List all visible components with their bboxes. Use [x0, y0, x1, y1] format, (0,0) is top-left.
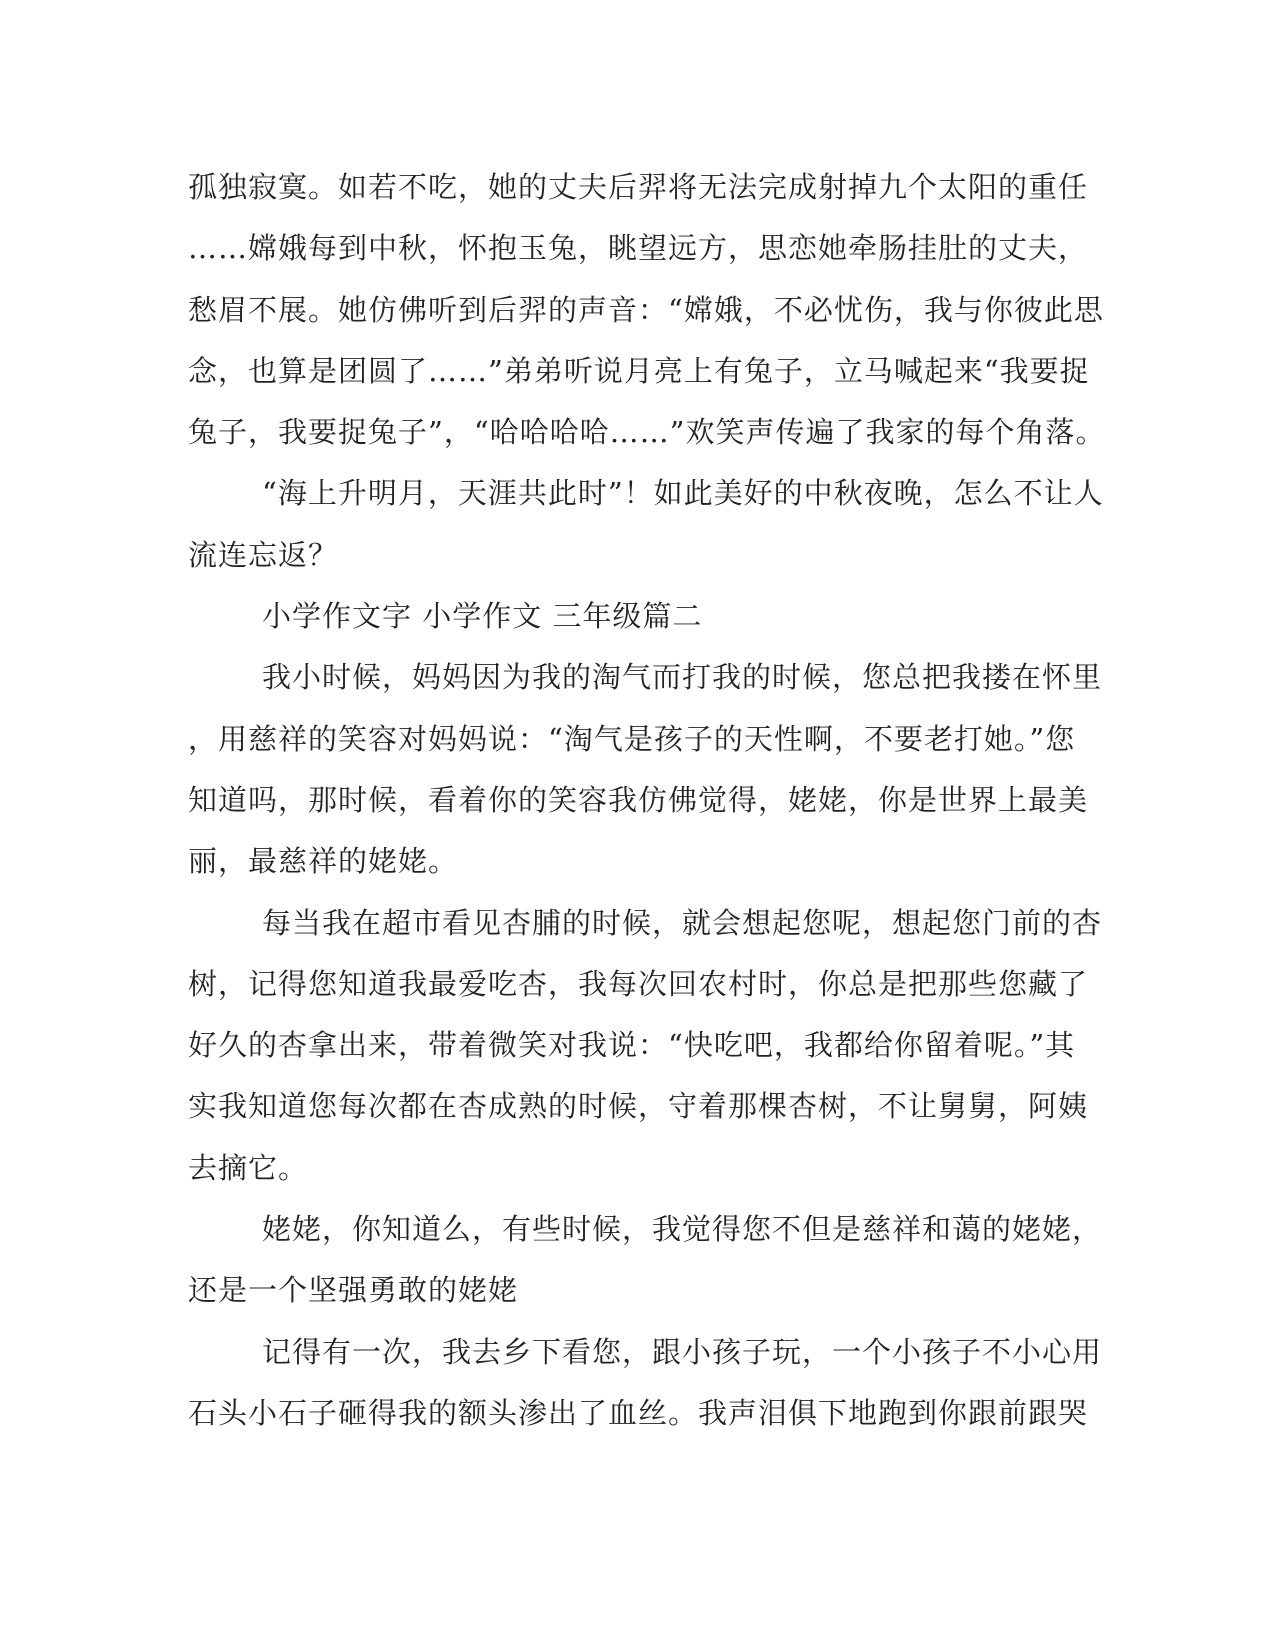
text-line: 我小时候，妈妈因为我的淘气而打我的时候，您总把我搂在怀里	[262, 660, 1103, 695]
text-line: ，用慈祥的笑容对妈妈说：“淘气是孩子的天性啊，不要老打她。”您	[188, 721, 1076, 756]
text-line: 知道吗，那时候，看着你的笑容我仿佛觉得，姥姥，你是世界上最美	[188, 782, 1089, 817]
text-line: 念，也算是团圆了……”弟弟听说月亮上有兔子，立马喊起来“我要捉	[188, 353, 1090, 388]
text-line: ……嫦娥每到中秋，怀抱玉兔，眺望远方，思恋她牵肠挂肚的丈夫，	[188, 231, 1089, 266]
text-line: 去摘它。	[188, 1150, 309, 1185]
text-line: “海上升明月，天涯共此时”！如此美好的中秋夜晚，怎么不让人	[262, 476, 1104, 511]
section-heading: 小学作文字 小学作文 三年级篇二	[262, 599, 703, 634]
text-line: 还是一个坚强勇敢的姥姥	[188, 1273, 519, 1308]
text-line: 每当我在超市看见杏脯的时候，就会想起您呢，想起您门前的杏	[262, 905, 1103, 940]
text-line: 兔子，我要捉兔子”，“哈哈哈哈……”欢笑声传遍了我家的每个角落。	[188, 415, 1106, 450]
text-line: 记得有一次，我去乡下看您，跟小孩子玩，一个小孩子不小心用	[262, 1334, 1103, 1369]
text-line: 石头小石子砸得我的额头渗出了血丝。我声泪俱下地跑到你跟前跟哭	[188, 1395, 1089, 1430]
text-line: 丽，最慈祥的姥姥。	[188, 844, 459, 879]
essay-text	[188, 157, 1106, 1444]
text-line: 实我知道您每次都在杏成熟的时候，守着那棵杏树，不让舅舅，阿姨	[188, 1089, 1089, 1124]
text-line: 树，记得您知道我最爱吃杏，我每次回农村时，你总是把那些您藏了	[188, 966, 1089, 1001]
text-line: 孤独寂寞。如若不吃，她的丈夫后羿将无法完成射掉九个太阳的重任	[188, 170, 1089, 204]
text-line: 好久的杏拿出来，带着微笑对我说：“快吃吧，我都给你留着呢。”其	[188, 1028, 1076, 1063]
text-line: 愁眉不展。她仿佛听到后羿的声音：“嫦娥，不必忧伤，我与你彼此思	[188, 292, 1104, 327]
text-line: 姥姥，你知道么，有些时候，我觉得您不但是慈祥和蔼的姥姥，	[262, 1212, 1103, 1247]
text-line: 流连忘返？	[188, 537, 339, 572]
